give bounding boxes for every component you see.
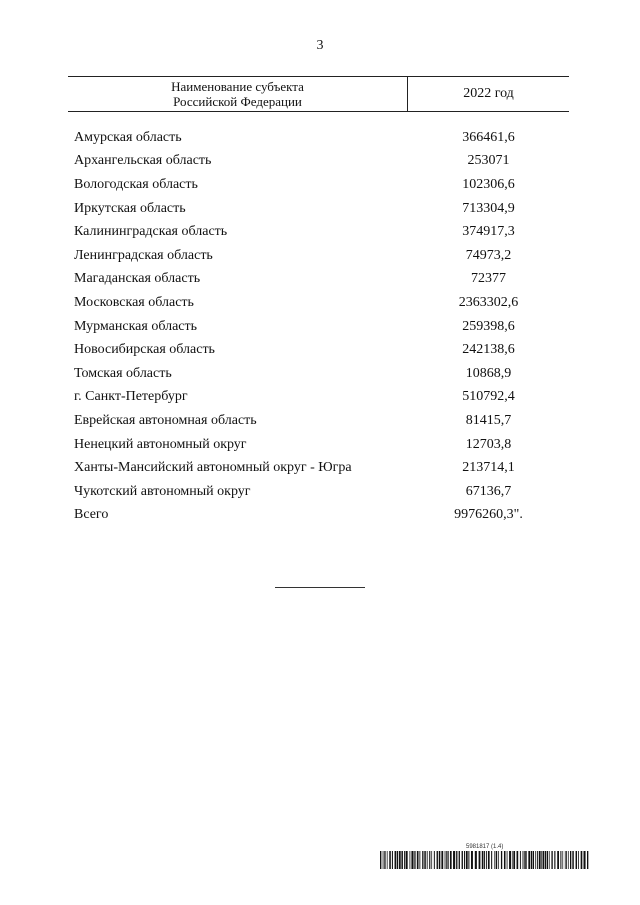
- table-row: [68, 338, 569, 362]
- row-value: 259398,6: [462, 318, 515, 334]
- row-value: 74973,2: [465, 247, 512, 263]
- table-row: [68, 291, 569, 315]
- table-row: [68, 220, 569, 244]
- table-body: [68, 126, 569, 527]
- table-row: [68, 126, 569, 150]
- table-row-total: [68, 504, 569, 528]
- barcode-graphic: [380, 851, 590, 869]
- row-value: 713304,9: [462, 200, 515, 216]
- row-subject-name: Московская область: [74, 294, 194, 310]
- row-value: 10868,9: [465, 365, 512, 381]
- table-header: [68, 76, 569, 112]
- row-subject-name: Ленинградская область: [74, 247, 213, 263]
- row-subject-name: Ненецкий автономный округ: [74, 436, 247, 452]
- row-subject-name: Мурманская область: [74, 318, 198, 334]
- row-subject-name: Новосибирская область: [74, 342, 215, 358]
- row-subject-name: Еврейская автономная область: [74, 412, 257, 428]
- table-row: [68, 433, 569, 457]
- table-row: [68, 244, 569, 268]
- row-value: 2363302,6: [458, 294, 519, 310]
- row-subject-name: Вологодская область: [74, 176, 198, 192]
- row-subject-name: Магаданская область: [74, 271, 201, 287]
- table-row: [68, 409, 569, 433]
- row-value: 253071: [467, 153, 510, 169]
- row-subject-name: Амурская область: [74, 129, 182, 145]
- row-value: 12703,8: [465, 436, 512, 452]
- table-row: [68, 150, 569, 174]
- table-row: [68, 362, 569, 386]
- table-row: [68, 268, 569, 292]
- row-value: 242138,6: [462, 342, 515, 358]
- header-subject-name-line1: Наименование субъекта: [171, 79, 304, 94]
- row-subject-name: Чукотский автономный округ: [74, 483, 251, 499]
- table-row: [68, 386, 569, 410]
- page-number: 3: [316, 38, 324, 53]
- row-value: 102306,6: [462, 176, 515, 192]
- row-value: 81415,7: [465, 412, 512, 428]
- table-row: [68, 315, 569, 339]
- row-value: 9976260,3".: [454, 507, 523, 523]
- row-subject-name: Томская область: [74, 365, 172, 381]
- row-value: 374917,3: [462, 224, 515, 240]
- header-subject-name: [68, 77, 408, 111]
- row-value: 213714,1: [462, 460, 515, 476]
- barcode-caption: 5981817 (1.4): [466, 844, 504, 850]
- table-row: [68, 480, 569, 504]
- row-value: 366461,6: [462, 129, 515, 145]
- row-subject-name: г. Санкт-Петербург: [74, 389, 188, 405]
- row-value: 510792,4: [462, 389, 515, 405]
- row-subject-name: Всего: [74, 507, 109, 523]
- row-subject-name: Архангельская область: [74, 153, 212, 169]
- row-subject-name: Ханты-Мансийский автономный округ - Югра: [74, 460, 352, 476]
- row-value: 72377: [471, 271, 506, 287]
- header-subject-name-line2: Российской Федерации: [173, 94, 302, 109]
- header-year: 2022 год: [463, 86, 514, 101]
- table-row: [68, 197, 569, 221]
- row-subject-name: Иркутская область: [74, 200, 186, 216]
- row-value: 67136,7: [465, 483, 512, 499]
- row-subject-name: Калининградская область: [74, 224, 228, 240]
- table-row: [68, 173, 569, 197]
- table-row: [68, 456, 569, 480]
- closing-line: [275, 587, 365, 588]
